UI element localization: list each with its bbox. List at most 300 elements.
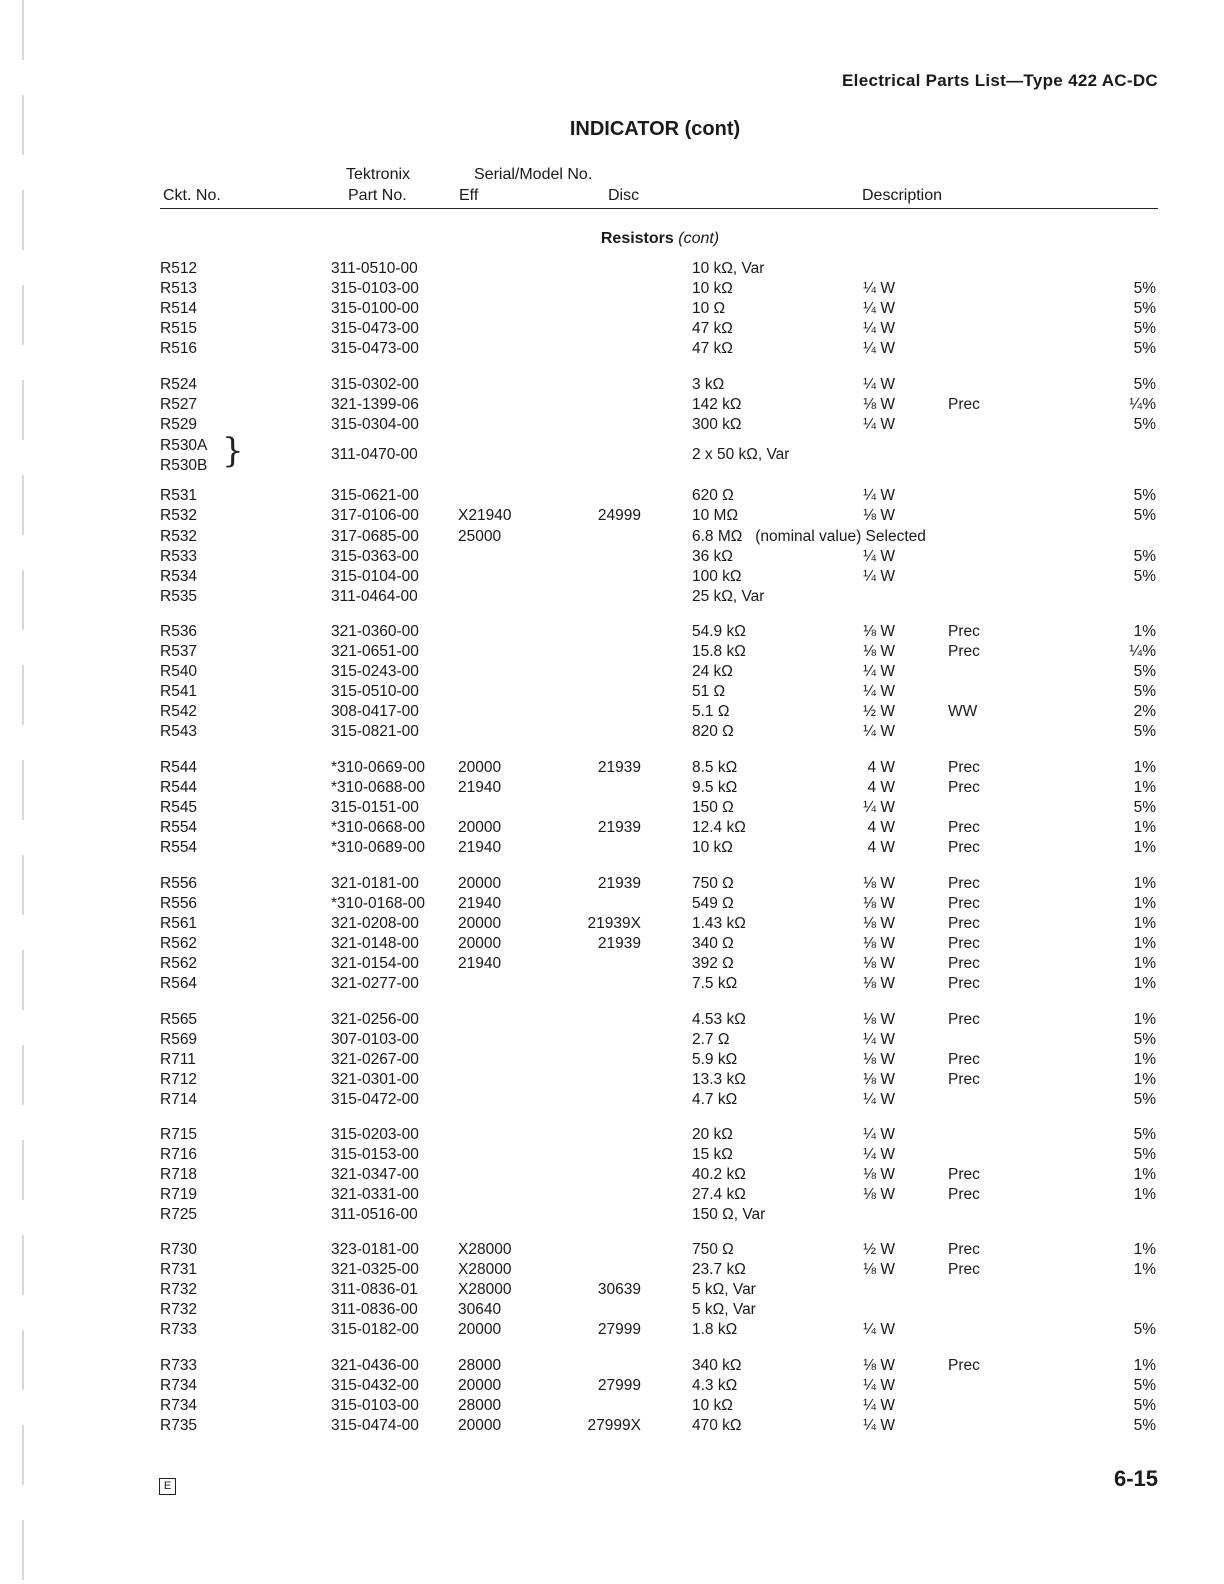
table-row (0, 623, 1224, 643)
ckt-no: R514 (160, 300, 198, 317)
table-row (0, 663, 1224, 683)
ckt-no: R527 (160, 396, 198, 413)
part-no: 315-0104-00 (331, 568, 419, 585)
wattage: ⅛ W (863, 935, 895, 952)
table-row (0, 1241, 1224, 1261)
value: 54.9 kΩ (692, 623, 746, 640)
part-no: 311-0464-00 (331, 588, 418, 605)
serial-eff: 30640 (458, 1301, 502, 1318)
serial-disc: 21939 (597, 759, 641, 776)
value: 3 kΩ (692, 376, 725, 393)
part-no: 315-0153-00 (331, 1146, 419, 1163)
resistor-type: Prec (948, 759, 980, 776)
part-no: 321-0208-00 (331, 915, 419, 932)
ckt-no: R515 (160, 320, 198, 337)
value: 10 MΩ (692, 507, 739, 524)
ckt-no: R534 (160, 568, 198, 585)
wattage: ¼ W (863, 1397, 895, 1414)
value: 150 Ω (692, 799, 734, 816)
part-no: 315-0473-00 (331, 320, 419, 337)
tolerance: ¼% (1129, 396, 1156, 413)
tolerance: 5% (1133, 663, 1156, 680)
value: 4.53 kΩ (692, 1011, 746, 1028)
part-no: 311-0836-00 (331, 1301, 418, 1318)
serial-eff: 20000 (458, 915, 502, 932)
wattage: ¼ W (863, 320, 895, 337)
ckt-no: R561 (160, 915, 198, 932)
note-text: 6.8 MΩ (nominal value) Selected (692, 528, 926, 545)
value: 7.5 kΩ (692, 975, 738, 992)
ckt-no: R734 (160, 1397, 198, 1414)
part-no: 317-0685-00 (331, 528, 419, 545)
part-no: 315-0304-00 (331, 416, 419, 433)
part-no: 315-0182-00 (331, 1321, 419, 1338)
table-row (0, 320, 1224, 340)
value: 10 kΩ (692, 839, 733, 856)
part-no: 321-0360-00 (331, 623, 419, 640)
part-no: 321-0154-00 (331, 955, 419, 972)
pair-brace: } (222, 431, 244, 471)
resistor-type: Prec (948, 935, 980, 952)
note-row (0, 528, 1224, 548)
value: 4.3 kΩ (692, 1377, 738, 1394)
serial-eff: 28000 (458, 1397, 502, 1414)
tolerance: 1% (1133, 623, 1156, 640)
part-no: 315-0473-00 (331, 340, 419, 357)
part-no: 321-0267-00 (331, 1051, 419, 1068)
table-row (0, 935, 1224, 955)
table-row (0, 1071, 1224, 1091)
value: 24 kΩ (692, 663, 733, 680)
value: 300 kΩ (692, 416, 742, 433)
wattage: ⅛ W (863, 1051, 895, 1068)
part-no: 311-0510-00 (331, 260, 418, 277)
header-part-no: Part No. (348, 187, 407, 204)
part-no: 311-0516-00 (331, 1206, 418, 1223)
wattage: ⅛ W (863, 507, 895, 524)
part-no: 315-0103-00 (331, 280, 419, 297)
table-row (0, 1051, 1224, 1071)
value: 470 kΩ (692, 1417, 742, 1434)
ckt-no: R725 (160, 1206, 198, 1223)
wattage: 4 W (867, 819, 895, 836)
wattage: ¼ W (863, 280, 895, 297)
value: 27.4 kΩ (692, 1186, 746, 1203)
value: 1.8 kΩ (692, 1321, 738, 1338)
header-serial-model: Serial/Model No. (474, 166, 593, 183)
ckt-no: R540 (160, 663, 198, 680)
value: 9.5 kΩ (692, 779, 738, 796)
value: 15 kΩ (692, 1146, 733, 1163)
value: 12.4 kΩ (692, 819, 746, 836)
serial-disc: 24999 (597, 507, 641, 524)
ckt-no: R537 (160, 643, 198, 660)
tolerance: 5% (1133, 1126, 1156, 1143)
value: 20 kΩ (692, 1126, 733, 1143)
table-row (0, 759, 1224, 779)
table-row (0, 915, 1224, 935)
table-row (0, 568, 1224, 588)
wattage: ¼ W (863, 376, 895, 393)
ckt-no: R512 (160, 260, 198, 277)
ckt-no: R562 (160, 955, 198, 972)
ckt-no: R711 (160, 1051, 196, 1068)
ckt-no: R542 (160, 703, 198, 720)
tolerance: 5% (1133, 1146, 1156, 1163)
part-no: 321-1399-06 (331, 396, 419, 413)
table-row (0, 643, 1224, 663)
part-no: 315-0203-00 (331, 1126, 419, 1143)
serial-eff: 21940 (458, 955, 502, 972)
subsection-heading (0, 230, 1224, 248)
serial-eff: 28000 (458, 1357, 502, 1374)
part-no: 321-0256-00 (331, 1011, 419, 1028)
resistor-type: Prec (948, 915, 980, 932)
table-row (0, 975, 1224, 995)
part-no: 315-0243-00 (331, 663, 419, 680)
edition-mark: E (159, 1478, 176, 1495)
wattage: ¼ W (863, 416, 895, 433)
resistor-type: Prec (948, 1261, 980, 1278)
ckt-no: R718 (160, 1166, 198, 1183)
resistor-type: Prec (948, 819, 980, 836)
serial-eff: 20000 (458, 1377, 502, 1394)
value: 23.7 kΩ (692, 1261, 746, 1278)
ckt-no: R732 (160, 1281, 198, 1298)
table-row (0, 799, 1224, 819)
wattage: ¼ W (863, 1031, 895, 1048)
resistor-type: Prec (948, 1186, 980, 1203)
table-row (0, 1377, 1224, 1397)
wattage: ¼ W (863, 799, 895, 816)
part-no: 323-0181-00 (331, 1241, 419, 1258)
ckt-no: R524 (160, 376, 198, 393)
wattage: ¼ W (863, 1321, 895, 1338)
ckt-no: R532 (160, 528, 198, 545)
tolerance: 1% (1133, 1186, 1156, 1203)
tolerance: 1% (1133, 1357, 1156, 1374)
resistor-type: Prec (948, 1011, 980, 1028)
part-no: *310-0689-00 (331, 839, 425, 856)
tolerance: 5% (1133, 723, 1156, 740)
tolerance: 5% (1133, 320, 1156, 337)
ckt-no: R569 (160, 1031, 198, 1048)
resistor-type: Prec (948, 1241, 980, 1258)
table-row (0, 1417, 1224, 1437)
table-row (0, 507, 1224, 527)
part-no: 321-0301-00 (331, 1071, 419, 1088)
part-no: 317-0106-00 (331, 507, 419, 524)
value: 10 kΩ (692, 1397, 733, 1414)
wattage: ¼ W (863, 1417, 895, 1434)
value: 10 kΩ, Var (692, 260, 765, 277)
ckt-no: R716 (160, 1146, 198, 1163)
table-row (0, 588, 1224, 608)
tolerance: 1% (1133, 935, 1156, 952)
value: 549 Ω (692, 895, 734, 912)
ckt-no: R732 (160, 1301, 198, 1318)
tolerance: 1% (1133, 1011, 1156, 1028)
ckt-no: R543 (160, 723, 198, 740)
ckt-no: R545 (160, 799, 198, 816)
part-no: 315-0474-00 (331, 1417, 419, 1434)
serial-eff: 20000 (458, 1417, 502, 1434)
part-no: 315-0103-00 (331, 1397, 419, 1414)
value: 2.7 Ω (692, 1031, 730, 1048)
value: 142 kΩ (692, 396, 742, 413)
tolerance: 1% (1133, 759, 1156, 776)
wattage: ¼ W (863, 1377, 895, 1394)
table-row (0, 839, 1224, 859)
wattage: ⅛ W (863, 1357, 895, 1374)
tolerance: 5% (1133, 1417, 1156, 1434)
wattage: ⅛ W (863, 975, 895, 992)
tolerance: 1% (1133, 819, 1156, 836)
serial-disc: 27999 (597, 1321, 641, 1338)
value: 150 Ω, Var (692, 1206, 766, 1223)
table-row (0, 300, 1224, 320)
ckt-no: R731 (160, 1261, 198, 1278)
table-row (0, 260, 1224, 280)
resistor-type: Prec (948, 643, 980, 660)
tolerance: ¼% (1129, 643, 1156, 660)
tolerance: 1% (1133, 839, 1156, 856)
wattage: ⅛ W (863, 1261, 895, 1278)
resistor-type: WW (948, 703, 978, 720)
serial-eff: 20000 (458, 1321, 502, 1338)
serial-disc: 21939 (597, 935, 641, 952)
value: 36 kΩ (692, 548, 733, 565)
part-no: 315-0100-00 (331, 300, 419, 317)
value: 8.5 kΩ (692, 759, 738, 776)
ckt-no: R730 (160, 1241, 198, 1258)
part-no: 315-0821-00 (331, 723, 419, 740)
serial-eff: 20000 (458, 875, 502, 892)
tolerance: 1% (1133, 955, 1156, 972)
value: 10 kΩ (692, 280, 733, 297)
wattage: 4 W (867, 779, 895, 796)
tolerance: 5% (1133, 1091, 1156, 1108)
serial-disc: 30639 (597, 1281, 641, 1298)
part-no: 311-0836-01 (331, 1281, 418, 1298)
part-no: 321-0436-00 (331, 1357, 419, 1374)
tolerance: 1% (1133, 1241, 1156, 1258)
header-disc: Disc (608, 187, 640, 204)
page-number: 6-15 (1113, 1466, 1158, 1491)
table-row (0, 1091, 1224, 1111)
part-no: 321-0347-00 (331, 1166, 419, 1183)
serial-eff: 25000 (458, 528, 502, 545)
serial-disc: 21939 (597, 819, 641, 836)
wattage: ⅛ W (863, 1071, 895, 1088)
ckt-no: R565 (160, 1011, 198, 1028)
value: 51 Ω (692, 683, 726, 700)
wattage: ¼ W (863, 548, 895, 565)
part-no: 315-0432-00 (331, 1377, 419, 1394)
wattage: ⅛ W (863, 915, 895, 932)
table-row (0, 895, 1224, 915)
table-row (0, 280, 1224, 300)
part-no: 321-0148-00 (331, 935, 419, 952)
tolerance: 2% (1133, 703, 1156, 720)
serial-eff: 21940 (458, 895, 502, 912)
tolerance: 5% (1133, 300, 1156, 317)
tolerance: 5% (1133, 416, 1156, 433)
resistor-type: Prec (948, 1166, 980, 1183)
table-row (0, 548, 1224, 568)
ckt-no: R516 (160, 340, 198, 357)
wattage: ½ W (863, 1241, 895, 1258)
resistor-type: Prec (948, 839, 980, 856)
resistor-type: Prec (948, 975, 980, 992)
wattage: ¼ W (863, 683, 895, 700)
wattage: ⅛ W (863, 623, 895, 640)
wattage: ¼ W (863, 663, 895, 680)
value: 5 kΩ, Var (692, 1301, 756, 1318)
tolerance: 5% (1133, 280, 1156, 297)
wattage: ¼ W (863, 1126, 895, 1143)
header-ckt-no: Ckt. No. (163, 187, 221, 204)
value: 750 Ω (692, 875, 734, 892)
part-no: 321-0325-00 (331, 1261, 419, 1278)
table-row (0, 779, 1224, 799)
value: 5 kΩ, Var (692, 1281, 756, 1298)
serial-eff: 20000 (458, 759, 502, 776)
ckt-no: R556 (160, 895, 198, 912)
serial-disc: 27999X (587, 1417, 641, 1434)
table-row (0, 1186, 1224, 1206)
part-no: *310-0168-00 (331, 895, 425, 912)
wattage: ½ W (863, 703, 895, 720)
part-no: *310-0688-00 (331, 779, 425, 796)
serial-disc: 21939X (587, 915, 641, 932)
value: 100 kΩ (692, 568, 742, 585)
part-no: 307-0103-00 (331, 1031, 419, 1048)
ckt-no: R714 (160, 1091, 198, 1108)
serial-eff: 21940 (458, 779, 502, 796)
wattage: ¼ W (863, 487, 895, 504)
wattage: ¼ W (863, 340, 895, 357)
ckt-no: R733 (160, 1357, 198, 1374)
value: 1.43 kΩ (692, 915, 746, 932)
table-row (0, 1281, 1224, 1301)
tolerance: 5% (1133, 507, 1156, 524)
ckt-no: R554 (160, 839, 198, 856)
resistor-type: Prec (948, 895, 980, 912)
ckt-no: R733 (160, 1321, 198, 1338)
serial-eff: X28000 (458, 1261, 512, 1278)
tolerance: 5% (1133, 799, 1156, 816)
serial-eff: 21940 (458, 839, 502, 856)
tolerance: 5% (1133, 1321, 1156, 1338)
part-no: 315-0510-00 (331, 683, 419, 700)
table-row (0, 416, 1224, 436)
part-no: 321-0331-00 (331, 1186, 419, 1203)
table-row (0, 1166, 1224, 1186)
running-head: Electrical Parts List—Type 422 AC-DC (842, 71, 1158, 90)
ckt-no: R554 (160, 819, 198, 836)
value: 2 x 50 kΩ, Var (692, 446, 790, 463)
wattage: ⅛ W (863, 643, 895, 660)
section-title: INDICATOR (cont) (569, 118, 741, 140)
ckt-no: R556 (160, 875, 198, 892)
ckt-no: R531 (160, 487, 198, 504)
ckt-no: R536 (160, 623, 198, 640)
wattage: ¼ W (863, 568, 895, 585)
serial-eff: X28000 (458, 1281, 512, 1298)
ckt-no: R535 (160, 588, 198, 605)
table-row (0, 1011, 1224, 1031)
value: 620 Ω (692, 487, 734, 504)
ckt-no: R544 (160, 779, 198, 796)
ckt-no: R715 (160, 1126, 198, 1143)
wattage: ¼ W (863, 300, 895, 317)
value: 13.3 kΩ (692, 1071, 746, 1088)
ckt-no: R541 (160, 683, 198, 700)
subsection-title: Resistors (600, 230, 674, 247)
table-row (0, 1126, 1224, 1146)
part-no: 321-0181-00 (331, 875, 419, 892)
ckt-no: R533 (160, 548, 198, 565)
resistor-type: Prec (948, 1071, 980, 1088)
table-row (0, 1261, 1224, 1281)
wattage: ⅛ W (863, 875, 895, 892)
value: 820 Ω (692, 723, 734, 740)
ckt-no: R712 (160, 1071, 198, 1088)
table-row (0, 703, 1224, 723)
value: 47 kΩ (692, 340, 733, 357)
table-row (0, 1357, 1224, 1377)
part-no: 321-0277-00 (331, 975, 419, 992)
wattage: ⅛ W (863, 396, 895, 413)
wattage: ⅛ W (863, 895, 895, 912)
tolerance: 5% (1133, 340, 1156, 357)
table-row (0, 487, 1224, 507)
table-row (0, 723, 1224, 743)
value: 15.8 kΩ (692, 643, 746, 660)
tolerance: 1% (1133, 975, 1156, 992)
tolerance: 1% (1133, 895, 1156, 912)
serial-eff: X28000 (458, 1241, 512, 1258)
serial-eff: 20000 (458, 935, 502, 952)
part-no: 315-0363-00 (331, 548, 419, 565)
ckt-no-a: R530A (160, 437, 208, 454)
tolerance: 1% (1133, 1051, 1156, 1068)
serial-disc: 27999 (597, 1377, 641, 1394)
value: 4.7 kΩ (692, 1091, 738, 1108)
table-row (0, 1397, 1224, 1417)
tolerance: 1% (1133, 915, 1156, 932)
value: 47 kΩ (692, 320, 733, 337)
ckt-no: R564 (160, 975, 198, 992)
ckt-no: R562 (160, 935, 198, 952)
serial-disc: 21939 (597, 875, 641, 892)
tolerance: 1% (1133, 1071, 1156, 1088)
part-no: 311-0470-00 (331, 446, 418, 463)
header-tektronix: Tektronix (346, 166, 411, 183)
tolerance: 5% (1133, 487, 1156, 504)
table-row (0, 1206, 1224, 1226)
wattage: ⅛ W (863, 1186, 895, 1203)
part-no: 321-0651-00 (331, 643, 419, 660)
table-row (0, 875, 1224, 895)
value: 340 Ω (692, 935, 734, 952)
wattage: 4 W (867, 759, 895, 776)
resistor-type: Prec (948, 779, 980, 796)
value: 340 kΩ (692, 1357, 742, 1374)
part-no: 315-0621-00 (331, 487, 419, 504)
table-row (0, 819, 1224, 839)
